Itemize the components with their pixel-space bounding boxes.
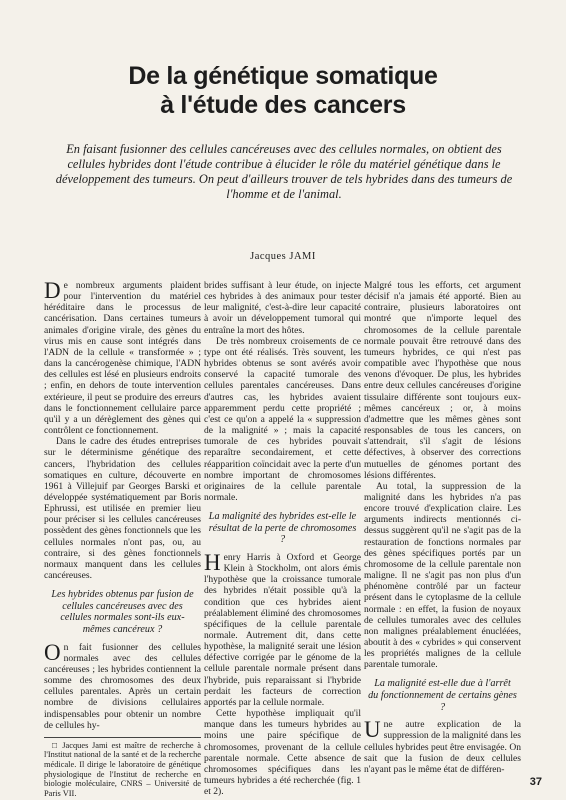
article-title [0, 62, 566, 120]
paragraph: Dans le cadre des études entreprises sur le déterminisme génétique des cancers, l'hybridation des cellules somatiques en culture, découverte en 1961 à Villejuif par Georges Barski et développée systématiquement par Boris Ephrussi, est utilisée en premier lieu pour préciser si les cellules cancéreuses possèdent des gènes fonctionnels que les cellules normales n'ont pas, ou, au contraire, si des gènes fonctionnels normaux manquent dans les cellules cancéreuses. [44, 436, 201, 582]
paragraph: Malgré tous les efforts, cet argument décisif n'a jamais été apporté. Bien au contraire, plusieurs laboratoires ont montré que n'importe lequel des chromosomes de la cellule parentale normale pouvait être retrouvé dans des tumeurs hybrides, ce qui n'est pas compatible avec l'hypothèse que nous venons d'évoquer. De plus, les hybrides entre deux cellules cancéreuses d'origine tissulaire différente sont toujours eux-mêmes cancéreux ; or, à moins d'admettre que les mêmes gènes sont responsables de tous les cancers, on s'attendrait, s'il s'agit de lésions défectives, à observer des corrections mutuelles de génomes portant des lésions différentes. [364, 280, 521, 481]
paragraph [44, 639, 201, 731]
author-name: Jacques JAMI [250, 251, 316, 262]
paragraph: Au total, la suppression de la malignité dans les hybrides n'a pas encore trouvé d'explication claire. Les arguments indirects mentionnés ci-dessus suggèrent qu'il ne s'agit pas de la restauration de fonctions normales par des gènes spécifiques portés par un chromosome de la cellule parentale non maligne. Il ne s'agit pas non plus d'un phénomène contrôlé par un facteur présent dans le cytoplasme de la cellule normale : en effet, la fusion de noyaux de cellules tumorales avec des cellules non malignes préalablement énucléées, aboutit à des « cybrides » qui conservent les propriétés malignes de la cellule parentale tumorale. [364, 480, 521, 671]
title-line-1: De la génétique somatique [128, 62, 438, 90]
paragraph [364, 719, 521, 775]
text-column-2 [204, 280, 361, 797]
paragraph-text: n fait fusionner des cellules normales avec des cellules cancéreuses ; les hybrides contiennent la somme des chromosomes des deux cellules parentales. Après un certain nombre de divisions cellulaires indispensables pour obtenir un nombre de cellules hy- [44, 641, 201, 731]
footnote-text: □ Jacques Jami est maître de recherche à l'Institut national de la santé et de la recherche médicale. Il dirige le laboratoire de génétique physiologique de l'Institut de recherche en biologie moléculaire, CNRS – Université de Paris VII. [44, 740, 201, 798]
drop-cap: H [204, 549, 221, 575]
paragraph-text: enry Harris à Oxford et George Klein à Stockholm, ont alors émis l'hypothèse que la croissance tumorale des hybrides n'était possible qu'à la condition que ces hybrides aient préalablement éliminé des chromosomes spécifiques de la cellule parentale normale. Autrement dit, dans cette hypothèse, la malignité serait une lésion défective corrigée par le génome de la cellule parentale normale présent dans l'hybride, puis reparaissant si l'hybride perdait les facteurs de correction apportés par la cellule normale. [204, 551, 361, 708]
drop-cap: U [364, 717, 381, 743]
text-column-3 [364, 280, 521, 775]
section-heading: Les hybrides obtenus par fusion de cellules cancéreuses avec des cellules normales sont-ils eux-mêmes cancéreux ? [51, 589, 194, 635]
page-number: 37 [529, 776, 542, 788]
author-footnote [44, 737, 201, 799]
section-heading: La malignité des hybrides est-elle le résultat de la perte de chromosomes ? [208, 511, 357, 546]
paragraph [204, 549, 361, 708]
paragraph [44, 280, 201, 436]
drop-cap: D [44, 278, 61, 303]
paragraph: brides suffisant à leur étude, on injecte ces hybrides à des animaux pour tester leur malignité, c'est-à-dire leur capacité à avoir un développement tumoral qui entraîne la mort des hôtes. [204, 280, 361, 336]
paragraph-text: e nombreux arguments plaident pour l'intervention du matériel héréditaire dans le processus de cancérisation. Dans certaines tumeurs animales d'origine virale, des gènes du virus mis en cause sont intégrés dans l'ADN de la cellule « transformée » ; dans la cancérogenèse chimique, l'ADN des cellules est lésé en plusieurs endroits ; enfin, en dehors de toute intervention extérieure, il peut se produire des erreurs dans le fonctionnement cellulaire parce qu'il y a un dérèglement des gènes qui contrôlent ce fonctionnement. [44, 280, 201, 437]
drop-cap: O [44, 639, 61, 665]
paragraph: De très nombreux croisements de ce type ont été réalisés. Très souvent, les hybrides obtenus se sont avérés avoir conservé la capacité tumorale des cellules parentales cancéreuses. Dans d'autres cas, les hybrides avaient apparemment perdu cette propriété ; c'est ce qu'on a appelé la « suppression de la malignité » ; mais la capacité tumorale de ces hybrides pouvait reparaître secondairement, et cette réapparition coïncidait avec la perte d'un nombre important de chromosomes originaires de la cellule parentale normale. [204, 335, 361, 503]
title-line-2: à l'étude des cancers [160, 91, 406, 119]
section-heading: La malignité est-elle due à l'arrêt du fonctionnement de certains gènes ? [368, 678, 517, 713]
paragraph: Cette hypothèse impliquait qu'il manque dans les tumeurs hybrides au moins une paire spécifique de chromosomes, provenant de la cellule parentale normale. Cette absence de chromosomes spécifiques dans les tumeurs hybrides a été recherchée (fig. 1 et 2). [204, 708, 361, 798]
lead-paragraph: En faisant fusionner des cellules cancéreuses avec des cellules normales, on obtient des cellules hybrides dont l'étude contribue à élucider le rôle du matériel génétique dans le développement des tumeurs. On peut d'ailleurs trouver de tels hybrides dans des tumeurs de l'homme et de l'animal. [55, 142, 513, 201]
text-column-1 [44, 280, 201, 798]
paragraph-text: ne autre explication de la suppression de la malignité dans les cellules hybrides peut être envisagée. On sait que la fusion de deux cellules n'ayant pas le même état de différen- [364, 719, 521, 775]
